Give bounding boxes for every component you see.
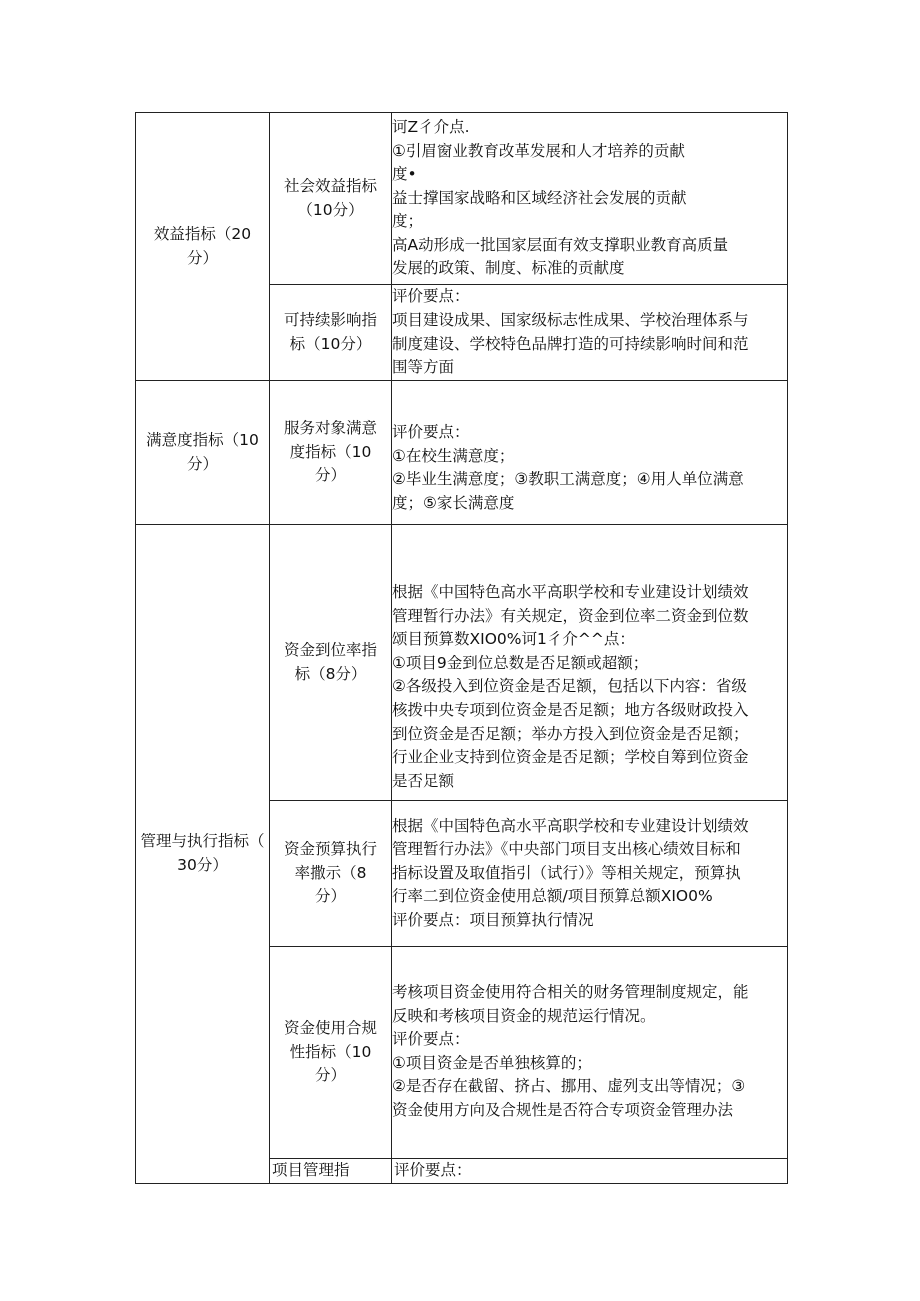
content-cell-fund-compliance: 考核项目资金使用符合相关的财务管理制度规定，能 反映和考核项目资金的规范运行情况。 评价要点： ①项目资金是否单独核算的； ②是否存在截留、挤占、挪用、虚列支出等情况；③ 资金使用方向及合规性是否符合专项资金管理办法 — [392, 947, 788, 1159]
indicator-cell-service-satisfaction: 服务对象满意 度指标（10 分） — [270, 381, 392, 525]
table-row — [136, 113, 788, 285]
content-cell-budget-execution: 根据《中国特色高水平高职学校和专业建设计划绩效 管理暂行办法》《中央部门项目支出核心绩效目标和 指标设置及取值指引（试行）》等相关规定，预算执 行率二到位资金使用总额/项目预算总额XIO0% 评价要点：项目预算执行情况 — [392, 801, 788, 947]
table-row — [136, 381, 788, 525]
content-cell-social-benefit: 诃Z彳介点. ①引眉窗业教育改革发展和人才培养的贡献 度• 益士撑国家战略和区域经济社会发展的贡献 度； 高A动形成一批国家层面有效支撑职业教育高质量 发展的政策、制度、标准的贡献度 — [392, 113, 788, 285]
content-cell-sustainable-impact: 评价要点： 项目建设成果、国家级标志性成果、学校治理体系与 制度建设、学校特色品牌打造的可持续影响时间和范 围等方面 — [392, 285, 788, 381]
category-cell-management: 管理与执行指标（ 30分） — [136, 525, 270, 1184]
indicator-cell-project-management: 项目管理指 — [270, 1159, 392, 1184]
indicator-cell-budget-execution: 资金预算执行 率撒示（8 分） — [270, 801, 392, 947]
content-cell-service-satisfaction: 评价要点： ①在校生满意度； ②毕业生满意度；③教职工满意度；④用人单位满意 度；⑤家长满意度 — [392, 381, 788, 525]
indicator-cell-fund-arrival: 资金到位率指 标（8分） — [270, 525, 392, 801]
category-cell-satisfaction: 满意度指标（10 分） — [136, 381, 270, 525]
indicator-cell-fund-compliance: 资金使用合规 性指标（10 分） — [270, 947, 392, 1159]
category-cell-benefit: 效益指标（20 分） — [136, 113, 270, 381]
evaluation-indicator-table — [135, 112, 788, 1184]
indicator-cell-social-benefit: 社会效益指标 （10分） — [270, 113, 392, 285]
indicator-cell-sustainable-impact: 可持续影响指 标（10分） — [270, 285, 392, 381]
table-row — [136, 525, 788, 801]
content-cell-project-management: 评价要点： — [392, 1159, 788, 1184]
content-cell-fund-arrival: 根据《中国特色高水平高职学校和专业建设计划绩效 管理暂行办法》有关规定，资金到位率二资金到位数 颂目预算数XIO0%诃1彳介^^点： ①项目9金到位总数是否足额或超额； ②各级投入到位资金是否足额，包括以下内容：省级 核拨中央专项到位资金是否足额；地方各级财政投入 到位资金是否足额；举办方投入到位资金是否足额； 行业企业支持到位资金是否足额；学校自筹到位资金 是否足额 — [392, 525, 788, 801]
